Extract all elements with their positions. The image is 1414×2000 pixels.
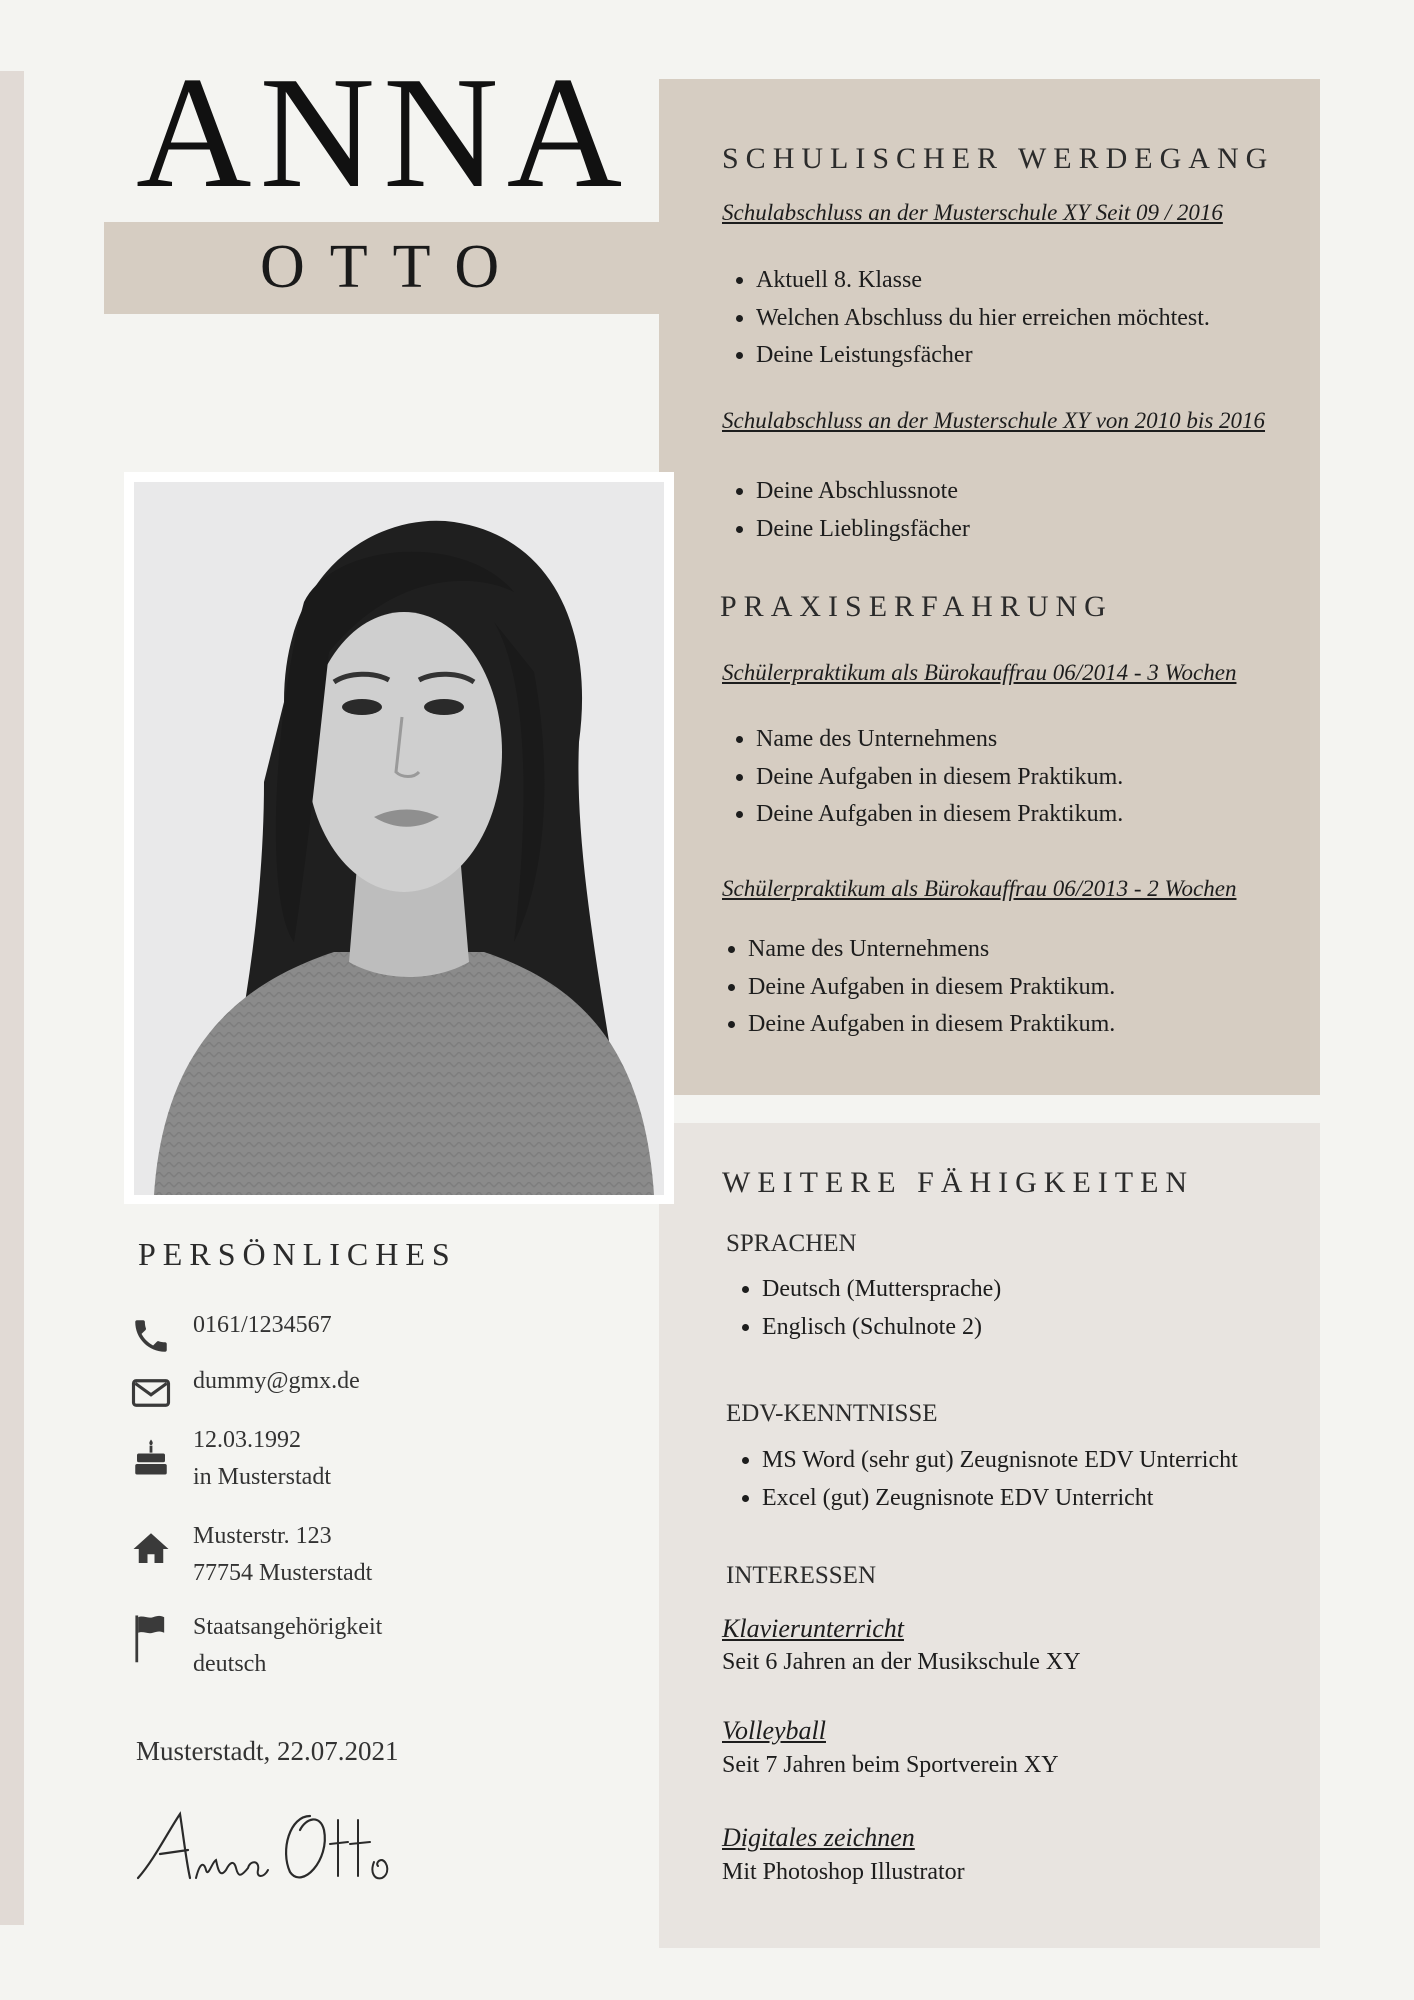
phone-icon xyxy=(130,1315,172,1357)
nationality-label: Staatsangehörigkeit xyxy=(193,1614,383,1640)
list-item: • Englisch (Schulnote 2) xyxy=(762,1309,1001,1347)
birth-place: in Musterstadt xyxy=(193,1464,331,1490)
list-item: • Deine Lieblingsfächer xyxy=(756,511,970,549)
interest-name: Volleyball xyxy=(722,1716,826,1745)
list-item: • Excel (gut) Zeugnisnote EDV Unterricht xyxy=(762,1480,1238,1518)
interest-name: Klavierunterricht xyxy=(722,1614,904,1643)
list-item: • Name des Unternehmens xyxy=(748,931,1115,969)
list-item: • Deine Aufgaben in diesem Praktikum. xyxy=(748,1006,1115,1044)
list-item: • Deutsch (Muttersprache) xyxy=(762,1271,1001,1309)
practice-entry-heading: Schülerpraktikum als Bürokauffrau 06/2014 - 3 Wochen xyxy=(722,660,1237,685)
place-and-date: Musterstadt, 22.07.2021 xyxy=(136,1736,399,1766)
interest-detail: Seit 7 Jahren beim Sportverein XY xyxy=(722,1752,1059,1778)
phone-number: 0161/1234567 xyxy=(193,1312,332,1338)
interest-detail: Mit Photoshop Illustrator xyxy=(722,1859,965,1885)
it-skills-list xyxy=(728,1442,1238,1517)
education-section-title: SCHULISCHER WERDEGANG xyxy=(722,142,1275,175)
list-item: • Deine Leistungsfächer xyxy=(756,337,1210,375)
city-address: 77754 Musterstadt xyxy=(193,1560,373,1586)
flag-icon xyxy=(130,1612,172,1664)
it-skills-title: EDV-KENNTNISSE xyxy=(726,1400,938,1427)
list-item: • Welchen Abschluss du hier erreichen möchtest. xyxy=(756,300,1210,338)
list-item: • Aktuell 8. Klasse xyxy=(756,262,1210,300)
email-address: dummy@gmx.de xyxy=(193,1368,360,1394)
skills-section-title: WEITERE FÄHIGKEITEN xyxy=(722,1166,1195,1199)
list-item: • Deine Aufgaben in diesem Praktikum. xyxy=(748,969,1115,1007)
first-name: ANNA xyxy=(136,43,631,221)
education-entry-heading: Schulabschluss an der Musterschule XY von 2010 bis 2016 xyxy=(722,408,1266,433)
list-item: • Name des Unternehmens xyxy=(756,721,1123,759)
languages-title: SPRACHEN xyxy=(726,1230,857,1257)
education-entry-heading: Schulabschluss an der Musterschule XY Seit 09 / 2016 xyxy=(722,200,1223,225)
home-icon xyxy=(130,1528,172,1570)
signature xyxy=(134,1800,414,1894)
personal-section-title: PERSÖNLICHES xyxy=(138,1236,457,1272)
list-item: • MS Word (sehr gut) Zeugnisnote EDV Unterricht xyxy=(762,1442,1238,1480)
portrait-photo xyxy=(134,482,664,1195)
list-item: • Deine Abschlussnote xyxy=(756,473,970,511)
practice-entry-list xyxy=(714,931,1115,1044)
nationality-value: deutsch xyxy=(193,1651,267,1677)
street-address: Musterstr. 123 xyxy=(193,1523,332,1549)
left-decorative-strip xyxy=(0,71,24,1925)
list-item: • Deine Aufgaben in diesem Praktikum. xyxy=(756,759,1123,797)
interests-title: INTERESSEN xyxy=(726,1562,876,1589)
practice-section-title: PRAXISERFAHRUNG xyxy=(720,590,1113,623)
interest-name: Digitales zeichnen xyxy=(722,1823,915,1852)
birth-date: 12.03.1992 xyxy=(193,1427,301,1453)
list-item: • Deine Aufgaben in diesem Praktikum. xyxy=(756,796,1123,834)
birthday-cake-icon xyxy=(130,1436,172,1478)
mail-icon xyxy=(130,1372,172,1414)
interest-detail: Seit 6 Jahren an der Musikschule XY xyxy=(722,1649,1081,1675)
practice-entry-list xyxy=(722,721,1123,834)
practice-entry-heading: Schülerpraktikum als Bürokauffrau 06/2013 - 2 Wochen xyxy=(722,876,1237,901)
education-entry-list xyxy=(722,262,1210,375)
last-name: OTTO xyxy=(260,233,525,301)
languages-list xyxy=(728,1271,1001,1346)
education-entry-list xyxy=(722,473,970,548)
